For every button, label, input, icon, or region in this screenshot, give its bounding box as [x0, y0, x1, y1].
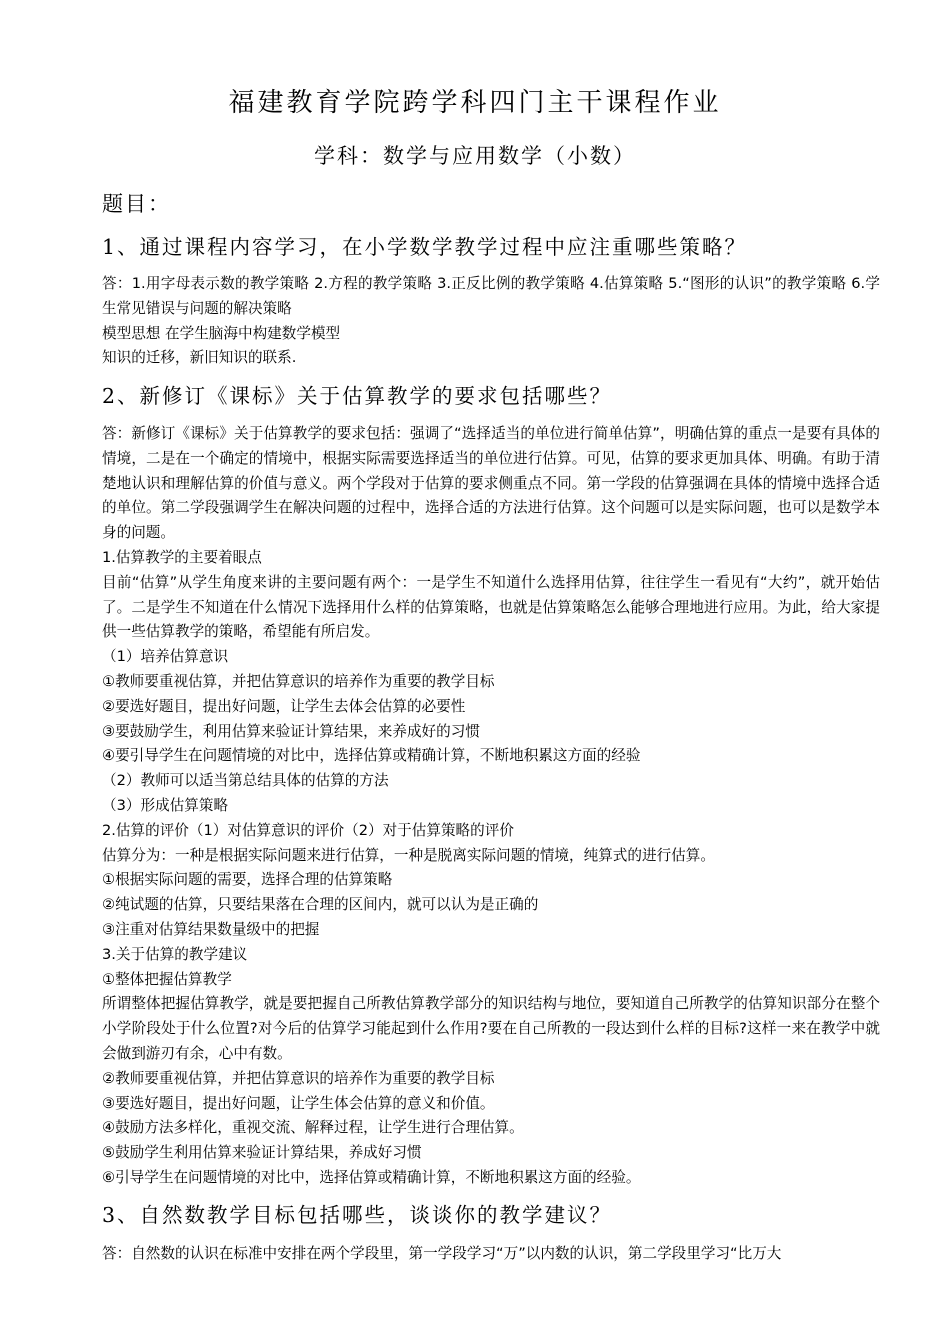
answer-2 [102, 422, 880, 1191]
answer-2-item: ①整体把握估算教学 [102, 970, 232, 988]
topic-label: 题目： [102, 192, 171, 216]
answer-3-line: 答：自然数的认识在标准中安排在两个学段里，第一学段学习“万”以内数的认识，第二学段里学习“比万大 [102, 1245, 782, 1262]
answer-1-line: 模型思想 在学生脑海中构建数学模型 [102, 324, 341, 342]
answer-2-item: ②要选好题目，提出好问题，让学生去体会估算的必要性 [102, 697, 466, 715]
subject-line: 学科：数学与应用数学（小数） [314, 144, 636, 168]
question-2: 2、新修订《课标》关于估算教学的要求包括哪些？ [102, 384, 613, 408]
answer-2-item: ⑤鼓励学生利用估算来验证计算结果，养成好习惯 [102, 1144, 422, 1162]
answer-2-heading: 1.估算教学的主要着眼点 [102, 548, 262, 566]
answer-2-item: ③注重对估算结果数量级中的把握 [102, 920, 320, 938]
answer-2-paragraph: 答：新修订《课标》关于估算教学的要求包括：强调了“选择适当的单位进行简单估算”，明确估算的重点一是要有具体的情境，二是在一个确定的情境中，根据实际需要选择适当的单位进行估算。可见，估算的要求更加具体、明确。有助于清楚地认识和理解估算的价值与意义。两个学段对于估算的要求侧重点不同。第一学段的估算强调在具体的情境中选择合适的单位。第二学段强调学生在解决问题的过程中，选择合适的方法进行估算。这个问题可以是实际问题，也可以是数学本身的问题。 [102, 425, 880, 542]
answer-3 [102, 1242, 880, 1267]
answer-2-item: ④鼓励方法多样化，重视交流、解释过程，让学生进行合理估算。 [102, 1119, 524, 1137]
answer-2-item: ④要引导学生在问题情境的对比中，选择估算或精确计算，不断地积累这方面的经验 [102, 747, 641, 765]
answer-1-line: 答：1.用字母表示数的教学策略 2.方程的教学策略 3.正反比例的教学策略 4.估算策略 5.“图形的认识”的教学策略 6.学生常见错误与问题的解决策略 [102, 275, 880, 317]
answer-2-item: ②纯试题的估算，只要结果落在合理的区间内，就可以认为是正确的 [102, 896, 539, 914]
answer-2-item: （3）形成估算策略 [102, 796, 229, 814]
answer-1 [102, 272, 880, 371]
answer-2-heading: 2.估算的评价（1）对估算意识的评价（2）对于估算策略的评价 [102, 821, 514, 839]
answer-2-item: ①根据实际问题的需要，选择合理的估算策略 [102, 871, 393, 889]
answer-2-item: ⑥引导学生在问题情境的对比中，选择估算或精确计算，不断地积累这方面的经验。 [102, 1168, 641, 1186]
answer-2-heading: 3.关于估算的教学建议 [102, 945, 248, 963]
answer-2-paragraph: 目前“估算”从学生角度来讲的主要问题有两个：一是学生不知道什么选择用估算，往往学生一看见有“大约”，就开始估了。二是学生不知道在什么情况下选择用什么样的估算策略，也就是估算策略怎么能够合理地进行应用。为此，给大家提供一些估算教学的策略，希望能有所启发。 [102, 573, 880, 641]
answer-2-item: （2）教师可以适当第总结具体的估算的方法 [102, 772, 389, 790]
answer-2-item: （1）培养估算意识 [102, 648, 229, 666]
answer-1-line: 知识的迁移，新旧知识的联系. [102, 349, 297, 367]
answer-2-item: ②教师要重视估算，并把估算意识的培养作为重要的教学目标 [102, 1069, 495, 1087]
answer-2-item: ③要选好题目，提出好问题，让学生体会估算的意义和价值。 [102, 1094, 495, 1112]
answer-2-item: ①教师要重视估算，并把估算意识的培养作为重要的教学目标 [102, 672, 495, 690]
answer-2-item: 估算分为：一种是根据实际问题来进行估算，一种是脱离实际问题的情境，纯算式的进行估算。 [102, 846, 715, 864]
answer-2-item: ③要鼓励学生，利用估算来验证计算结果，来养成好的习惯 [102, 722, 480, 740]
answer-2-paragraph: 所谓整体把握估算教学，就是要把握自己所教估算教学部分的知识结构与地位，要知道自己所教学的估算知识部分在整个小学阶段处于什么位置?对今后的估算学习能起到什么作用?要在自己所教的一段达到什么样的目标?这样一来在教学中就会做到游刃有余，心中有数。 [102, 995, 880, 1062]
document-title: 福建教育学院跨学科四门主干课程作业 [228, 88, 722, 118]
question-3: 3、自然数教学目标包括哪些，谈谈你的教学建议？ [102, 1203, 613, 1227]
question-1: 1、通过课程内容学习，在小学数学教学过程中应注重哪些策略？ [102, 235, 748, 259]
